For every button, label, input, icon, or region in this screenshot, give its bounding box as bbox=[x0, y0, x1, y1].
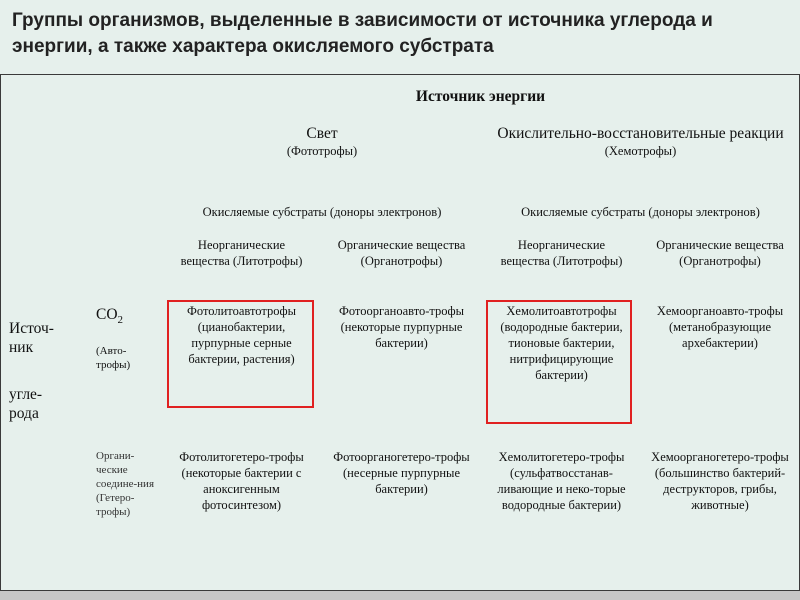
donors-light-label: Окисляемые субстраты (доноры электронов) bbox=[202, 204, 442, 219]
cell-photoorganoautotrophs bbox=[321, 297, 483, 442]
light-label: Свет bbox=[306, 125, 338, 142]
donors-redox-header bbox=[482, 193, 800, 231]
substrate-label: Органические вещества (Органотрофы) bbox=[337, 238, 466, 268]
energy-source-label: Источник энергии bbox=[415, 88, 546, 105]
highlight-photolithoautotrophs bbox=[167, 300, 314, 408]
corner-cell bbox=[0, 74, 163, 298]
redox-header bbox=[482, 118, 800, 194]
substrate-label: Неорганические вещества (Литотрофы) bbox=[500, 238, 623, 268]
chemotrophs-label: (Хемотрофы) bbox=[604, 144, 677, 158]
carbon-source-line: угле- bbox=[9, 386, 43, 403]
light-header bbox=[162, 118, 483, 194]
donors-redox-label: Окисляемые субстраты (доноры электронов) bbox=[521, 204, 760, 219]
autotrophs-label: (Авто- bbox=[96, 345, 127, 358]
organism-group-text: Хемолитогетеро-трофы (сульфатвосстанав-ливающие и неко-торые водородные бактерии) bbox=[497, 450, 626, 512]
cell-chemoorganoautotrophs bbox=[641, 297, 800, 442]
co2-formula: $CO_2$ bbox=[96, 306, 124, 327]
substrate-organic-light bbox=[321, 230, 483, 298]
carbon-source-line: ник bbox=[9, 339, 34, 356]
organism-group-text: Хемоорганоавто-трофы (метанобразующие архебактерии) bbox=[656, 304, 784, 350]
highlight-chemolithoautotrophs bbox=[486, 300, 632, 424]
organic-row-header bbox=[89, 441, 163, 591]
donors-light-header bbox=[162, 193, 483, 231]
carbon-source-line: Источ- bbox=[9, 320, 54, 337]
redox-label: Окислительно-восстановительные реакции bbox=[497, 125, 784, 142]
organism-group-text: Фотоорганоавто-трофы (некоторые пурпурные бактерии) bbox=[338, 304, 465, 350]
organism-group-text: Хемоорганогетеро-трофы (большинство бактерий-деструкторов, грибы, животные) bbox=[651, 450, 789, 512]
cell-chemolithoheterotrophs bbox=[482, 441, 642, 591]
cell-photoorganoheterotrophs bbox=[321, 441, 483, 591]
substrate-organic-redox bbox=[641, 230, 800, 298]
organism-group-text: Фотолитоавтотрофы (цианобактерии, пурпурные серные бактерии, растения) bbox=[187, 304, 296, 366]
bottom-bar bbox=[0, 591, 800, 600]
co2-row-header bbox=[89, 297, 163, 442]
energy-source-header bbox=[162, 74, 800, 119]
organism-group-text: Хемолитоавтотрофы (водородные бактерии, тионовые бактерии, нитрифицирующие бактерии) bbox=[500, 304, 623, 382]
carbon-source-line: рода bbox=[9, 405, 39, 422]
substrate-label: Неорганические вещества (Литотрофы) bbox=[180, 238, 303, 268]
substrate-label: Органические вещества (Органотрофы) bbox=[656, 238, 784, 268]
organism-group-text: Фотолитогетеро-трофы (некоторые бактерии с аноксигенным фотосинтезом) bbox=[179, 450, 304, 512]
substrate-inorganic-light bbox=[162, 230, 322, 298]
cell-chemoorganoheterotrophs bbox=[641, 441, 800, 591]
autotrophs-label: трофы) bbox=[96, 359, 131, 372]
organism-group-text: Фотоорганогетеро-трофы (несерные пурпурные бактерии) bbox=[333, 450, 470, 496]
substrate-inorganic-redox bbox=[482, 230, 642, 298]
heterotrophs-label: Органи-ческие соедине-ния (Гетеро-трофы) bbox=[96, 450, 155, 518]
slide-title: Группы организмов, выделенные в зависимости от источника углерода и энергии, а также характера окисляемого субстрата bbox=[12, 10, 713, 57]
carbon-source-header bbox=[0, 297, 90, 591]
cell-photolithoheterotrophs bbox=[162, 441, 322, 591]
phototrophs-label: (Фототрофы) bbox=[286, 144, 358, 158]
